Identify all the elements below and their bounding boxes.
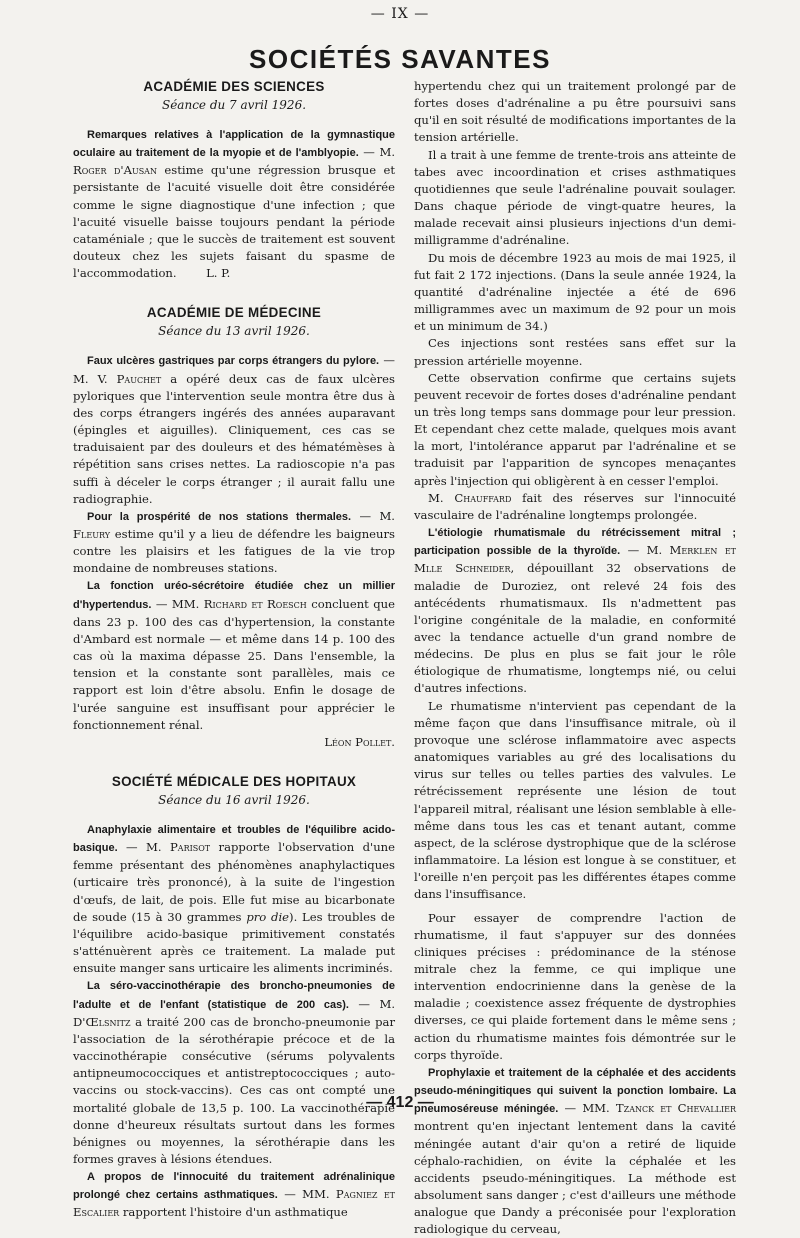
paragraph: La séro-vaccinothérapie des broncho-pneumonies de l'adulte et de l'enfant (statistique de 200 cas). — M. D'Œlsnitz a traité 200 cas de broncho-pneumonie par l'association de la sérothérapie précoce et de la vaccinothérapie consécutive (sérums polyvalents antipneumococciques et antistreptococciques ; auto-vaccins ou stock-vaccins). Ces cas ont compté une mortalité globale de 13,5 p. 100. La vaccinothérapie donne d'heureux résultats surtout dans les formes bénignes ou moyennes, la sérothérapie dans les formes graves à lésions étendues.	[73, 980, 396, 1166]
paragraph-text: a opéré deux cas de faux ulcères pyloriques que l'intervention seule montra être dus à des corps étrangers ingérés des années auparavant (épingles et aiguilles). Cliniquement, ces cas se traduisaient par des douleurs et des hématémèses à répétition sans crises nettes. La radioscopie n'a pas suffi à déceler le corps étranger ; il aurait fallu une radiographie.	[73, 371, 395, 506]
paragraph: hypertendu chez qui un traitement prolongé par de fortes doses d'adrénaline a pu être poursuivi sans qu'il en soit résulté de modifications importantes de la tension artérielle.	[414, 79, 736, 145]
session-date: Séance du 13 avril 1926.	[158, 324, 310, 339]
paragraph-lead: La séro-vaccinothérapie des broncho-pneumonies de l'adulte et de l'enfant (statistique de 200 cas).	[73, 980, 395, 1011]
paragraph: La fonction uréo-sécrétoire étudiée chez un millier d'hypertendus. — MM. Richard et Roesch concluent que dans 23 p. 100 des cas d'hypertension, la constante d'Ambard est normale — et même dans 14 p. 100 des cas où la maxima dépasse 25. Dans l'ensemble, la tension et la constante sont parallèles, mais ce rapport est loin d'être absolu. Enfin le dosage de l'urée sanguine est insuffisant pour apprécier le fonctionnement rénal.	[73, 580, 396, 732]
paragraph-lead: Prophylaxie et traitement de la céphalée et des accidents pseudo-méningitiques qui suivent la ponction lombaire. La pneumoséreuse méningée.	[414, 1066, 736, 1116]
paragraph-lead: Pour la prospérité de nos stations thermales.	[87, 510, 352, 523]
author: M. D'Œlsnitz	[73, 996, 396, 1029]
paragraph: Prophylaxie et traitement de la céphalée et des accidents pseudo-méningitiques qui suivent la ponction lombaire. La pneumoséreuse méningée. — MM. Tzanck et Chevallier montrent qu'en injectant lentement dans la cavité méningée autant d'air qu'on a retiré de liquide céphalo-rachidien, on évite la céphalée et les accidents pseudo-méningitiques. La méthode est absolument sans danger ; c'est d'ailleurs une méthode analogue que Dandy a préconisée pour l'exploration radiologique du cerveau,	[414, 1066, 736, 1237]
left-column	[73, 78, 395, 1222]
paragraph: Anaphylaxie alimentaire et troubles de l'équilibre acido-basique. — M. Parisot rapporte l'observation d'une femme présentant des phénomènes anaphylactiques (urticaire très prononcé), à la suite de l'ingestion d'œufs, de lait, de pois. Elle fut mise au bicarbonate de soude (15 à 30 grammes pro die). Les troubles de l'équilibre acido-basique primitivement constatés s'atténuèrent après ce traitement. La malade put ensuite manger sans urticaire les aliments incriminés.	[73, 824, 395, 976]
paragraph-text: fait des réserves sur l'innocuité vasculaire de l'adrénaline longtemps prolongée.	[414, 490, 736, 522]
paragraph: Ces injections sont restées sans effet sur la pression artérielle moyenne.	[414, 336, 736, 368]
paragraph-text: estime qu'il y a lieu de défendre les baigneurs contre les plaisirs et les fatigues de la vie trop mondaine de nombreuses stations.	[73, 526, 395, 576]
section-societe-medicale-hopitaux	[73, 773, 395, 1222]
paragraph: Le rhumatisme n'intervient pas cependant de la même façon que dans l'insuffisance mitrale, où il provoque une sclérose inflammatoire avec aspects anatomiques variables au gré des localisations du virus sur telles ou telles parties des valvules. Le rétrécissement représente une lésion de tout l'appareil mitral, réalisant une lésion semblable à elle-même dans tous les cas et tenant autant, comme aspect, de la sclérose dystrophique que de la sclérose inflammatoire. La lésion est longue à se constituer, et l'oreille n'en perçoit pas les différentes étapes comme dans l'insuffisance.	[414, 698, 736, 902]
paragraph-text: concluent que dans 23 p. 100 des cas d'hypertension, la constante d'Ambard est normale — et même dans 14 p. 100 des cas où la maxima dépasse 25. Dans l'ensemble, la tension et la constante sont parallèles, mais ce rapport est loin d'être absolu. Enfin le dosage de l'urée sanguine est insuffisant pour apprécier le fonctionnement rénal.	[73, 596, 396, 732]
author: M. V. Pauchet	[73, 371, 162, 386]
paragraph-lead: Remarques relatives à l'application de la gymnastique oculaire au traitement de la myopie et de l'amblyopie.	[73, 129, 395, 160]
section-academie-medecine	[73, 304, 395, 751]
author: M. Merklen et Mlle Schneider	[414, 543, 736, 576]
author: M. Chauffard	[428, 490, 512, 505]
paragraph: Faux ulcères gastriques par corps étrangers du pylore. — M. V. Pauchet a opéré deux cas de faux ulcères pyloriques que l'intervention seule montra être dus à des corps étrangers ingérés des années auparavant (épingles et aiguilles). Cliniquement, ces cas se traduisaient par des douleurs et des hématémèses à répétition sans crises nettes. La radioscopie n'a pas suffi à déceler le corps étranger ; il aurait fallu une radiographie.	[73, 353, 396, 506]
session-date: Séance du 16 avril 1926.	[158, 793, 310, 807]
paragraph-lead: A propos de l'innocuité du traitement adrénalinique prolongé chez certains asthmatiques.	[73, 1171, 395, 1202]
paragraph: A propos de l'innocuité du traitement adrénalinique prolongé chez certains asthmatiques. — MM. Pagniez et Escalier rapportent l'histoire d'un asthmatique	[73, 1171, 395, 1220]
author: MM. Pagniez et Escalier	[73, 1187, 395, 1220]
author: M. Parisot	[146, 840, 211, 855]
paragraph-text: montrent qu'en injectant lentement dans la cavité méningée autant d'air qu'on a retiré de liquide céphalo-rachidien, on évite la céphalée et les accidents pseudo-méningitiques. La méthode est absolument sans danger ; c'est d'ailleurs une méthode analogue que Dandy a préconisée pour l'exploration radiologique du cerveau,	[414, 1119, 736, 1237]
author: M. Fleury	[73, 508, 395, 541]
signature: L. P.	[206, 266, 231, 281]
paragraph-text: , dépouillant 32 observations de maladie de Duroziez, ont relevé 24 fois des antécédents rhumatismaux. Ils n'admettent pas l'origine congénitale de la maladie, en conformité avec la tendance actuelle d'un grand nombre de médecins. De plus en plus se fait jour le rôle étiologique de rhumatisme, longtemps nié, ou celui d'autres infections.	[414, 561, 736, 696]
author: M. Roger d'Ausan	[73, 145, 396, 178]
paragraph-text: ). Les troubles de l'équilibre acido-basique primitivement constatés s'atténuèrent après ce traitement. La malade put ensuite manger sans urticaire les aliments incriminés.	[73, 909, 395, 976]
right-column	[414, 78, 736, 1238]
paragraph: Pour la prospérité de nos stations thermales. — M. Fleury estime qu'il y a lieu de défendre les baigneurs contre les plaisirs et les fatigues de la vie trop mondaine de nombreuses stations.	[73, 508, 395, 576]
author: MM. Tzanck et Chevallier	[582, 1101, 736, 1116]
paragraph: Du mois de décembre 1923 au mois de mai 1925, il fut fait 2 172 injections. (Dans la seule année 1924, la quantité d'adrénaline injectée a été de 696 milligrammes avec un maximum de 92 pour un mois et un minimum de 34.)	[414, 250, 736, 334]
paragraph-text: estime qu'une régression brusque et persistante de l'acuité visuelle doit être considérée comme le signe diagnostique d'une infection ; que l'acuité visuelle baisse toujours pendant la période cataméniale ; que le succès de traitement est souvent douteux chez les sujets faisant du spasme de l'accommodation.	[73, 163, 396, 281]
paragraph-lead: La fonction uréo-sécrétoire étudiée chez un millier d'hypertendus.	[73, 580, 395, 611]
paragraph-text: rapportent l'histoire d'un asthmatique	[122, 1205, 348, 1220]
section-academie-sciences	[73, 78, 395, 282]
roman-page-number: — IX —	[370, 6, 430, 22]
italic-text: pro die	[246, 909, 290, 924]
paragraph	[414, 490, 736, 524]
paragraph: Pour essayer de comprendre l'action de rhumatisme, il faut s'appuyer sur des données cliniques précises : prédominance de la sténose mitrale chez la femme, ce qui implique une intervention endocrinienne dans la genèse de la maladie ; coexistence assez fréquente de dystrophies diverses, ce qui plaide fortement dans le même sens ; action du rhumatisme maintes fois démontrée sur le corps thyroïde.	[414, 910, 736, 1062]
paragraph-text: a traité 200 cas de broncho-pneumonie par l'association de la sérothérapie précoce et de la vaccinothérapie consécutive (sérums polyvalents antipneumococciques et antistreptococciques ; auto-vaccins ou stock-vaccins). Ces cas ont compté une mortalité globale de 13,5 p. 100. La vaccinothérapie donne d'heureux résultats surtout dans les formes bénignes ou moyennes, la sérothérapie dans les formes graves à lésions étendues.	[73, 1014, 395, 1166]
paragraph-lead: Faux ulcères gastriques par corps étrangers du pylore.	[87, 355, 380, 368]
paragraph-lead: Anaphylaxie alimentaire et troubles de l'équilibre acido-basique.	[73, 824, 395, 855]
page-title: SOCIÉTÉS SAVANTES	[249, 44, 551, 74]
author: MM. Richard et Roesch	[171, 596, 307, 611]
section-title: ACADÉMIE DE MÉDECINE	[146, 305, 322, 321]
paragraph: Cette observation confirme que certains sujets peuvent recevoir de fortes doses d'adrénaline pendant un très long temps sans dommage pour leur pression. Et cependant chez cette malade, quelques mois avant la mort, l'intolérance apparut par l'adrénaline et se traduisit par l'apparition de syncopes menaçantes après l'injection qui obligèrent à en cesser l'emploi.	[414, 370, 736, 488]
signature: Léon Pollet.	[324, 734, 395, 749]
paragraph: Remarques relatives à l'application de la gymnastique oculaire au traitement de la myopie et de l'amblyopie. — M. Roger d'Ausan estime qu'une régression brusque et persistante de l'acuité visuelle doit être considérée comme le signe diagnostique d'une infection ; que l'acuité visuelle baisse toujours pendant la période cataméniale ; que le succès de traitement est souvent douteux chez les sujets faisant du spasme de l'accommodation. L. P.	[73, 129, 396, 281]
section-title: SOCIÉTÉ MÉDICALE DES HOPITAUX	[111, 774, 357, 789]
paragraph: L'étiologie rhumatismale du rétrécissement mitral ; participation possible de la thyroïde. — M. Merklen et Mlle Schneider, dépouillant 32 observations de maladie de Duroziez, ont relevé 24 fois des antécédents rhumatismaux. Ils n'admettent pas l'origine congénitale de la maladie, en conformité avec la tendance actuelle d'un grand nombre de médecins. De plus en plus se fait jour le rôle étiologique de rhumatisme, longtemps nié, ou celui d'autres infections.	[414, 527, 736, 696]
paragraph-lead: L'étiologie rhumatismale du rétrécissement mitral ; participation possible de la thyroïde.	[414, 527, 736, 558]
session-date: Séance du 7 avril 1926.	[161, 98, 307, 112]
page-number: — 412 —	[366, 1094, 434, 1111]
paragraph: Il a trait à une femme de trente-trois ans atteinte de tabes avec incoordination et crises asthmatiques quotidiennes que seule l'adrénaline pouvait soulager. Dans chaque période de vingt-quatre heures, la malade recevait ainsi plusieurs injections d'un demi-milligramme d'adrénaline.	[414, 147, 736, 248]
section-title: ACADÉMIE DES SCIENCES	[143, 79, 325, 94]
paragraph-text: rapporte l'observation d'une femme présentant des phénomènes anaphylactiques (urticaire très prononcé), à la suite de l'ingestion d'œufs, de lait, de pois. Elle fut mise au bicarbonate de soude (15 à 30 grammes	[73, 840, 395, 924]
